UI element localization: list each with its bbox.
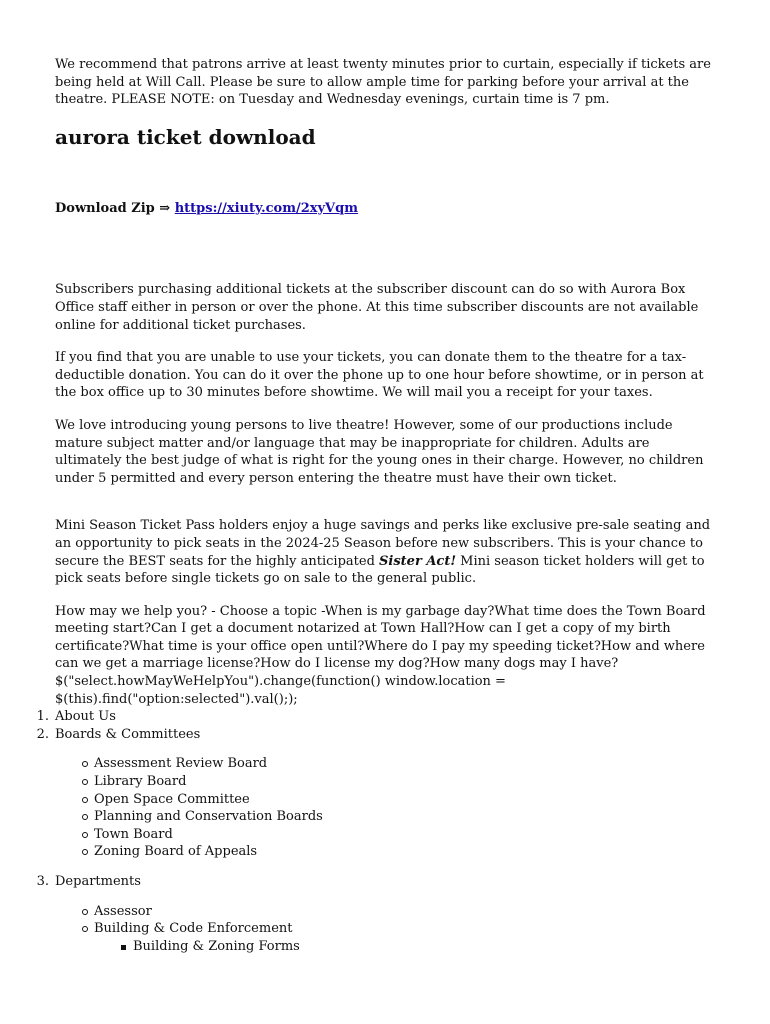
boards-sublist [55,755,715,861]
list-item-label[interactable]: Departments [55,874,141,889]
sublist-item[interactable]: Library Board [94,773,715,791]
download-label: Download Zip ⇒ [55,200,171,216]
circle-bullet-icon [82,761,88,767]
list-number: 1. [36,709,49,725]
intro-paragraph: We recommend that patrons arrive at least twenty minutes prior to curtain, especially if tickets are being held at Will Call. Please be sure to allow ample time for parking before your arrival at the theatre. PLEASE NOTE: on Tuesday and Wednesday evenings, curtain time is 7 pm. [55,57,711,108]
list-item-label[interactable]: About Us [55,709,116,725]
subscribers-paragraph: Subscribers purchasing additional tickets at the subscriber discount can do so with Aurora Box Office staff either in person or over the phone. At this time subscriber discounts are not available online for additional ticket purchases. [55,282,699,333]
mini-season-paragraph [55,517,715,587]
list-item-boards[interactable] [36,726,715,861]
building-sublist [94,938,715,956]
mini-season-text-start: Mini Season Ticket Pass holders enjoy a huge savings and perks like exclusive pre-sale seating and an opportunity to pick seats in the 2024-25 Season before new subscribers. This is your chance to secure the BEST seats for the highly anticipated [55,518,711,569]
donate-paragraph: If you find that you are unable to use your tickets, you can donate them to the theatre for a tax-deductible donation. You can do it over the phone up to one hour before showtime, or in person at the box office up to 30 minutes before showtime. We will mail you a receipt for your taxes. [55,350,704,401]
list-item-about[interactable] [36,708,715,726]
sublist-item[interactable]: Planning and Conservation Boards [94,808,715,826]
circle-bullet-icon [82,814,88,820]
list-item-departments[interactable] [36,873,715,955]
show-title-emphasis: Sister Act! [379,553,457,569]
mini-season-text-end: Mini season ticket holders will get to pick seats before single tickets go on sale to the general public. [55,553,705,587]
help-paragraph: How may we help you? - Choose a topic -When is my garbage day?What time does the Town Board meeting start?Can I get a document notarized at Town Hall?How can I get a copy of my birth certificate?What time is your office open until?Where do I pay my speeding ticket?How and where can we get a marriage license?How do I license my dog?How many dogs may I have?$("select.howMayWeHelpYou").change(function() window.location = $(this).find("option:selected").val();); [55,603,706,707]
site-nav-list [36,708,715,955]
document-body [36,56,715,967]
circle-bullet-icon [82,779,88,785]
sublist-item[interactable]: Open Space Committee [94,791,715,809]
list-number: 3. [36,874,49,889]
sublist-item[interactable]: Building & Code Enforcement Building & Zoning Forms [94,920,715,955]
download-line [55,200,715,218]
sublist-item[interactable]: Assessor [94,903,715,921]
sublist-item[interactable]: Town Board [94,826,715,844]
sublist-item[interactable]: Assessment Review Board [94,755,715,773]
download-link[interactable]: https://xiuty.com/2xyVqm [174,200,358,216]
sub-sublist-item[interactable]: Building & Zoning Forms [133,938,715,956]
list-item-label[interactable]: Boards & Committees [55,726,201,742]
departments-sublist [55,903,715,956]
square-bullet-icon [121,945,126,950]
young-persons-paragraph: We love introducing young persons to live theatre! However, some of our productions include mature subject matter and/or language that may be inappropriate for children. Adults are ultimately the best judge of what is right for the young ones in their charge. However, no children under 5 permitted and every person entering the theatre must have their own ticket. [55,417,704,486]
sublist-item[interactable]: Zoning Board of Appeals [94,843,715,861]
circle-bullet-icon [82,832,88,838]
circle-bullet-icon [82,797,88,803]
circle-bullet-icon [82,926,88,932]
list-number: 2. [36,726,49,742]
circle-bullet-icon [82,849,88,855]
circle-bullet-icon [82,909,88,915]
page-title: aurora ticket download [55,124,316,149]
